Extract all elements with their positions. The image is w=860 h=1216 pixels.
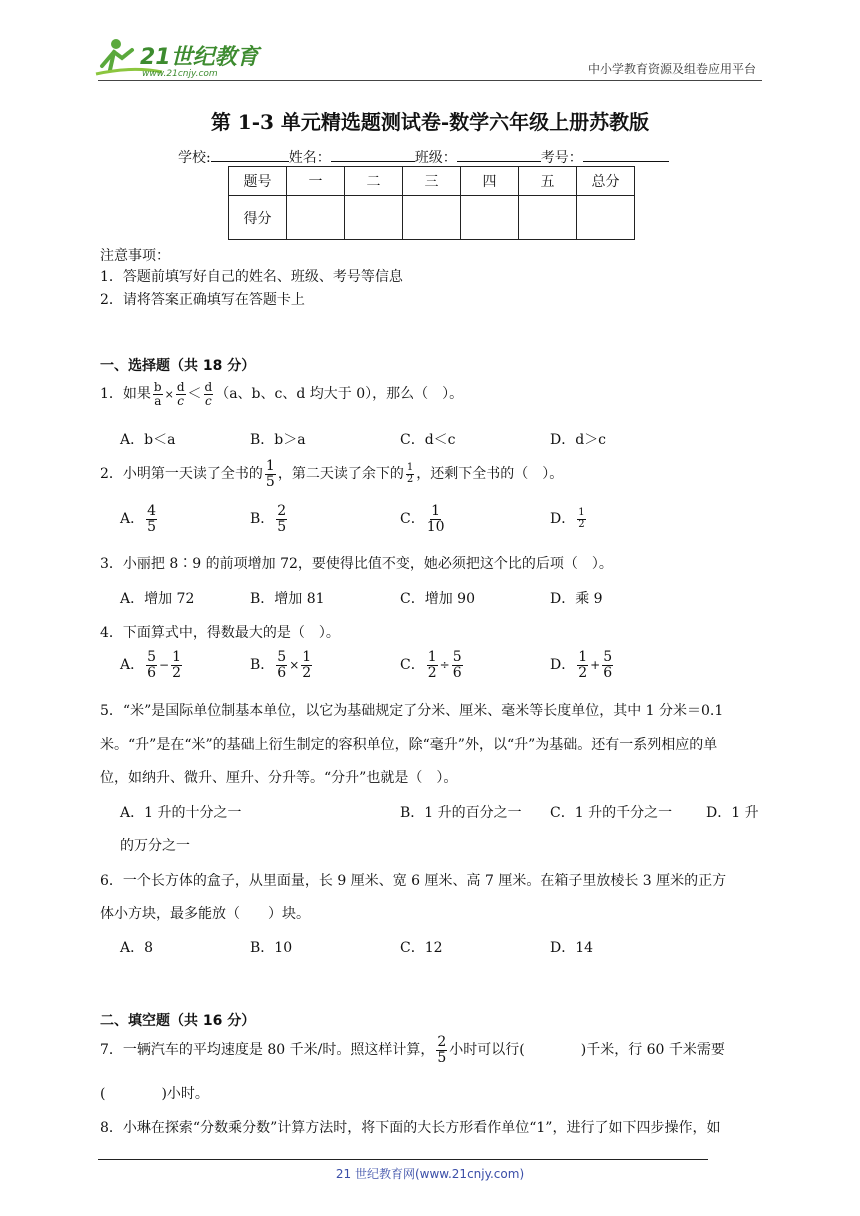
option-fraction: $\frac{1}{2}$ xyxy=(302,649,312,681)
score-header: 总分 xyxy=(577,167,635,196)
logo-runner-icon xyxy=(92,36,262,80)
q1-prefix: 1．如果 xyxy=(100,386,151,403)
exam-no-blank[interactable] xyxy=(583,147,669,162)
score-cell[interactable] xyxy=(519,196,577,240)
score-cell[interactable] xyxy=(403,196,461,240)
option-c[interactable]: C． $\frac{1}{10}$ xyxy=(400,503,445,535)
option-fraction: $\frac{1}{2}$ xyxy=(578,507,585,530)
name-blank[interactable] xyxy=(331,147,415,162)
question-1 xyxy=(100,381,463,407)
option-fraction: $\frac{1}{10}$ xyxy=(426,503,445,535)
question-6-line: 体小方块，最多能放（ ）块。 xyxy=(100,906,310,922)
question-3: 3．小丽把 8∶9 的前项增加 72，要使得比值不变，她必须把这个比的后项（ ）。 xyxy=(100,556,613,572)
question-2 xyxy=(100,459,563,489)
option-a[interactable]: A． $\frac{4}{5}$ xyxy=(120,503,157,535)
class-label: 班级： xyxy=(414,150,457,166)
class-blank[interactable] xyxy=(457,147,541,162)
option-d[interactable]: D． $\frac{1}{2}$ xyxy=(550,507,585,530)
question-5-line: 米。“升”是在“米”的基础上衍生制定的容积单位，除“毫升”外，以“升”为基础。还有一系列相应的单 xyxy=(100,737,718,753)
q1-fraction: $\frac{b}{a}$ xyxy=(153,380,162,408)
score-row-label: 得分 xyxy=(229,196,287,240)
q2-text: 2．小明第一天读了全书的 xyxy=(100,466,263,483)
q7-fraction: $\frac{2}{5}$ xyxy=(437,1034,447,1066)
option-fraction: $\frac{5}{6}$ xyxy=(277,649,287,681)
option-c[interactable]: C．d＜c xyxy=(400,432,456,448)
svg-text:www.21cnjy.com: www.21cnjy.com xyxy=(142,69,218,79)
option-b[interactable]: B．b＞a xyxy=(250,432,306,448)
question-7-line2[interactable]: ( )小时。 xyxy=(100,1086,209,1102)
option-fraction: $\frac{4}{5}$ xyxy=(147,503,157,535)
q1-fraction: $\frac{d}{c}$ xyxy=(204,380,213,408)
note-item: 2．请将答案正确填写在答题卡上 xyxy=(100,292,305,308)
score-cell[interactable] xyxy=(461,196,519,240)
option-a[interactable]: A．8 xyxy=(120,940,154,956)
section-title-choice: 一、选择题（共 18 分） xyxy=(100,358,256,374)
option-c[interactable]: C．增加 90 xyxy=(400,591,475,607)
question-5-line: 5．“米”是国际单位制基本单位，以它为基础规定了分米、厘米、毫米等长度单位，其中 1 分米＝0.1 xyxy=(100,703,724,719)
note-item: 1．答题前填写好自己的姓名、班级、考号等信息 xyxy=(100,269,403,285)
name-label: 姓名： xyxy=(288,150,331,166)
score-header: 五 xyxy=(519,167,577,196)
question-4: 4．下面算式中，得数最大的是（ ）。 xyxy=(100,625,340,641)
q1-fraction: $\frac{d}{c}$ xyxy=(176,380,185,408)
q1-suffix: （a、b、c、d 均大于 0），那么（ ）。 xyxy=(215,386,464,403)
option-d[interactable]: D．1 升 xyxy=(706,805,759,821)
option-a[interactable]: A．b＜a xyxy=(120,432,176,448)
footer-link[interactable]: 21 世纪教育网(www.21cnjy.com) xyxy=(335,1167,525,1181)
header-divider xyxy=(98,80,762,81)
option-fraction: $\frac{5}{6}$ xyxy=(147,649,157,681)
option-fraction: $\frac{5}{6}$ xyxy=(603,649,613,681)
option-d[interactable]: D．d＞c xyxy=(550,432,607,448)
school-label: 学校: xyxy=(178,150,211,166)
score-cell[interactable] xyxy=(287,196,345,240)
option-a[interactable]: A． $\frac{5}{6}$ − $\frac{1}{2}$ xyxy=(120,649,182,681)
score-header: 三 xyxy=(403,167,461,196)
option-a[interactable]: A．增加 72 xyxy=(120,591,195,607)
option-d[interactable]: D．乘 9 xyxy=(550,591,603,607)
option-fraction: $\frac{2}{5}$ xyxy=(277,503,287,535)
option-c[interactable]: C．12 xyxy=(400,940,443,956)
q2-fraction: $\frac{1}{5}$ xyxy=(265,458,275,490)
student-info-line xyxy=(178,147,669,167)
q2-fraction: $\frac{1}{2}$ xyxy=(406,462,414,485)
score-cell[interactable] xyxy=(345,196,403,240)
footer-divider xyxy=(98,1159,708,1160)
score-header: 一 xyxy=(287,167,345,196)
question-8-line: 8．小琳在探索“分数乘分数”计算方法时，将下面的大长方形看作单位“1”，进行了如下四步操作，如 xyxy=(100,1120,721,1136)
notes-heading: 注意事项： xyxy=(100,248,170,264)
option-c[interactable]: C． $\frac{1}{2}$ ÷ $\frac{5}{6}$ xyxy=(400,649,462,681)
question-6-line: 6．一个长方体的盒子，从里面量，长 9 厘米、宽 6 厘米、高 7 厘米。在箱子里放棱长 3 厘米的正方 xyxy=(100,873,727,889)
q2-text: ，还剩下全书的（ ）。 xyxy=(416,466,564,483)
option-fraction: $\frac{5}{6}$ xyxy=(452,649,462,681)
q2-text: ，第二天读了余下的 xyxy=(277,466,404,483)
option-fraction: $\frac{1}{2}$ xyxy=(427,649,437,681)
page-title: 第 1-3 单元精选题测试卷-数学六年级上册苏教版 xyxy=(210,110,650,134)
q7-text: 7．一辆汽车的平均速度是 80 千米/时。照这样计算， xyxy=(100,1042,435,1059)
section-title-fill: 二、填空题（共 16 分） xyxy=(100,1013,256,1029)
option-d[interactable]: D． $\frac{1}{2}$ + $\frac{5}{6}$ xyxy=(550,649,613,681)
q1-times: × xyxy=(164,388,174,402)
svg-text:21世纪教育: 21世纪教育 xyxy=(140,45,259,70)
score-cell[interactable] xyxy=(577,196,635,240)
option-b[interactable]: B． $\frac{5}{6}$ × $\frac{1}{2}$ xyxy=(250,649,312,681)
option-a[interactable]: A．1 升的十分之一 xyxy=(120,805,242,821)
option-d[interactable]: D．14 xyxy=(550,940,594,956)
option-fraction: $\frac{1}{2}$ xyxy=(172,649,182,681)
option-fraction: $\frac{1}{2}$ xyxy=(578,649,588,681)
school-blank[interactable] xyxy=(211,147,289,162)
q7-text: 小时可以行( )千米，行 60 千米需要 xyxy=(449,1042,725,1059)
option-c[interactable]: C．1 升的千分之一 xyxy=(550,805,673,821)
q1-less-than: ＜ xyxy=(187,386,202,403)
score-header: 四 xyxy=(461,167,519,196)
score-header: 二 xyxy=(345,167,403,196)
option-b[interactable]: B．增加 81 xyxy=(250,591,325,607)
option-d-continued[interactable]: 的万分之一 xyxy=(120,838,190,854)
platform-name: 中小学教育资源及组卷应用平台 xyxy=(587,62,756,76)
score-table xyxy=(228,166,635,240)
exam-no-label: 考号： xyxy=(540,150,583,166)
option-b[interactable]: B．1 升的百分之一 xyxy=(400,805,522,821)
option-b[interactable]: B．10 xyxy=(250,940,293,956)
site-logo xyxy=(92,36,262,80)
option-b[interactable]: B． $\frac{2}{5}$ xyxy=(250,503,287,535)
score-header: 题号 xyxy=(229,167,287,196)
question-7 xyxy=(100,1035,725,1065)
question-5-line: 位，如纳升、微升、厘升、分升等。“分升”也就是（ ）。 xyxy=(100,770,458,786)
